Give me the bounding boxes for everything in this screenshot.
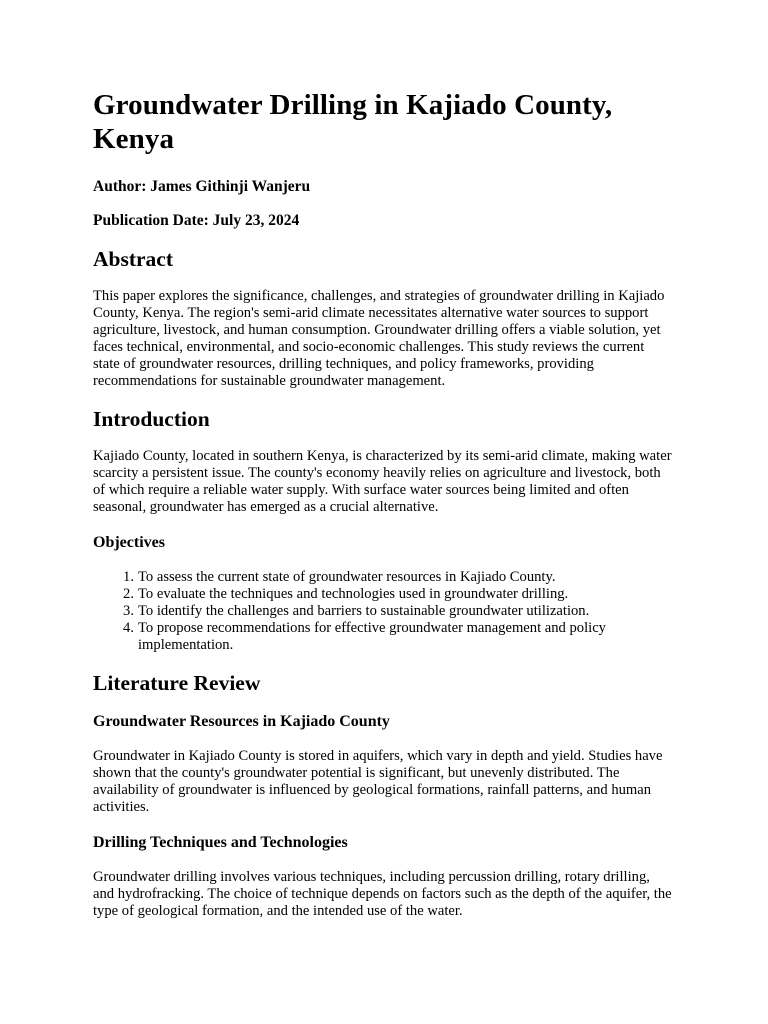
list-item-number: 2.: [123, 586, 134, 602]
introduction-heading: Introduction: [93, 407, 210, 431]
objectives-heading: Objectives: [93, 534, 165, 551]
list-item-number: 4.: [123, 620, 134, 636]
list-item: [123, 603, 673, 620]
author-line: Author: James Githinji Wanjeru: [93, 178, 311, 195]
list-item-number: 3.: [123, 603, 134, 619]
list-item: [123, 620, 673, 654]
paper-title: Groundwater Drilling in Kajiado County, Kenya: [93, 89, 613, 155]
list-item-text: To propose recommendations for effective groundwater management and policy implementation.: [138, 620, 606, 653]
list-item-number: 1.: [123, 569, 134, 585]
abstract-text: This paper explores the significance, challenges, and strategies of groundwater drilling in Kajiado County, Kenya. The region's semi-arid climate necessitates alternative water sources to support agriculture, livestock, and human consumption. Groundwater drilling offers a viable solution, yet faces technical, environmental, and socio-economic challenges. This study reviews the current state of groundwater resources, drilling techniques, and policy frameworks, providing recommendations for sustainable groundwater management.: [93, 288, 665, 389]
literature-review-heading: Literature Review: [93, 671, 261, 695]
list-item-text: To identify the challenges and barriers to sustainable groundwater utilization.: [138, 603, 590, 619]
list-item-text: To assess the current state of groundwater resources in Kajiado County.: [138, 569, 556, 585]
list-item: [123, 586, 673, 603]
objectives-list: [123, 569, 673, 654]
groundwater-resources-heading: Groundwater Resources in Kajiado County: [93, 713, 390, 730]
drilling-techniques-heading: Drilling Techniques and Technologies: [93, 834, 348, 851]
publication-date-line: Publication Date: July 23, 2024: [93, 212, 300, 229]
introduction-text: Kajiado County, located in southern Kenya, is characterized by its semi-arid climate, making water scarcity a persistent issue. The county's economy heavily relies on agriculture and livestock, both of which require a reliable water supply. With surface water sources being limited and often seasonal, groundwater has emerged as a crucial alternative.: [93, 448, 672, 515]
document-content: [93, 80, 673, 920]
list-item: [123, 569, 673, 586]
groundwater-resources-text: Groundwater in Kajiado County is stored in aquifers, which vary in depth and yield. Studies have shown that the county's groundwater potential is significant, but unevenly distributed. The availability of groundwater is influenced by geological formations, rainfall patterns, and human activities.: [93, 748, 663, 815]
list-item-text: To evaluate the techniques and technologies used in groundwater drilling.: [138, 586, 569, 602]
drilling-techniques-text: Groundwater drilling involves various techniques, including percussion drilling, rotary drilling, and hydrofracking. The choice of technique depends on factors such as the depth of the aquifer, the type of geological formation, and the intended use of the water.: [93, 869, 672, 919]
abstract-heading: Abstract: [93, 247, 174, 271]
